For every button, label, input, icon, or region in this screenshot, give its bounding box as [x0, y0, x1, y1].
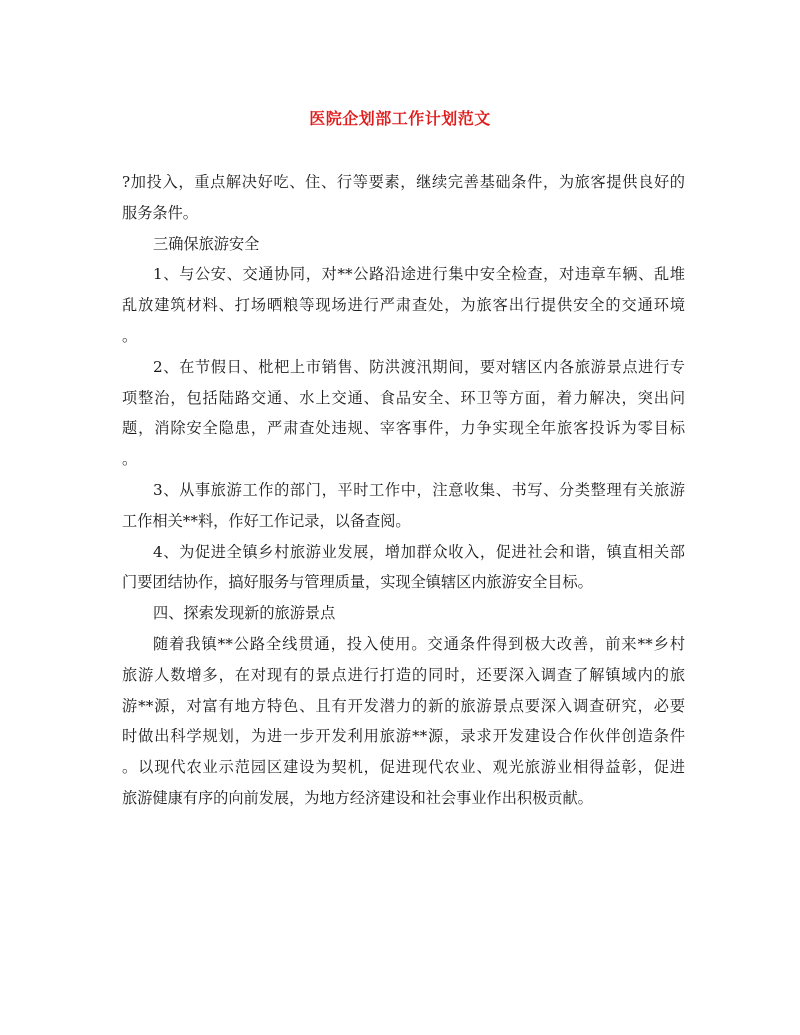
body-text-line: 。以现代农业示范园区建设为契机，促进现代农业、观光旅游业相得益彰，促进: [122, 758, 685, 777]
body-text-line: ?加投入，重点解决好吃、住、行等要素，继续完善基础条件，为旅客提供良好的: [122, 173, 685, 191]
body-text-line: 随着我镇**公路全线贯通，投入使用。交通条件得到极大改善，前来**乡村: [153, 634, 685, 653]
body-text-line: 工作相关**料，作好工作记录，以备查阅。: [122, 511, 411, 530]
body-text-line: 1、与公安、交通协同，对**公路沿途进行集中安全检查，对违章车辆、乱堆: [153, 265, 685, 284]
body-text-line: 。: [122, 326, 138, 345]
body-text-line: 旅游人数增多，在对现有的景点进行打造的同时，还要深入调查了解镇域内的旅: [122, 665, 685, 684]
body-text-line: 门要团结协作，搞好服务与管理质量，实现全镇辖区内旅游安全目标。: [122, 573, 593, 592]
body-text-line: 项整治，包括陆路交通、水上交通、食品安全、环卫等方面，着力解决，突出问: [122, 388, 685, 407]
body-text-line: 旅游健康有序的向前发展，为地方经济建设和社会事业作出积极贡献。: [122, 788, 593, 807]
body-text-line: 。: [122, 450, 138, 469]
body-text-line: 服务条件。: [122, 203, 198, 222]
body-text-line: 三确保旅游安全: [153, 234, 260, 253]
body-text-line: 2、在节假日、枇杷上市销售、防洪渡汛期间，要对辖区内各旅游景点进行专: [153, 357, 685, 376]
body-text-line: 乱放建筑材料、打场晒粮等现场进行严肃查处，为旅客出行提供安全的交通环境: [122, 296, 685, 315]
document-title: 医院企划部工作计划范文: [309, 109, 491, 128]
body-text-line: 3、从事旅游工作的部门，平时工作中，注意收集、书写、分类整理有关旅游: [153, 480, 685, 499]
body-text-line: 时做出科学规划，为进一步开发利用旅游**源，录求开发建设合作伙伴创造条件: [122, 727, 685, 746]
body-text-line: 四、探索发现新的旅游景点: [153, 604, 336, 623]
body-text-line: 游**源，对富有地方特色、且有开发潜力的新的旅游景点要深入调查研究，必要: [122, 696, 685, 715]
document-body: [122, 167, 685, 814]
body-text-line: 题，消除安全隐患，严肃查处违规、宰客事件，力争实现全年旅客投诉为零目标: [122, 419, 685, 438]
body-text-line: 4、为促进全镇乡村旅游业发展，增加群众收入，促进社会和谐，镇直相关部: [153, 542, 685, 561]
